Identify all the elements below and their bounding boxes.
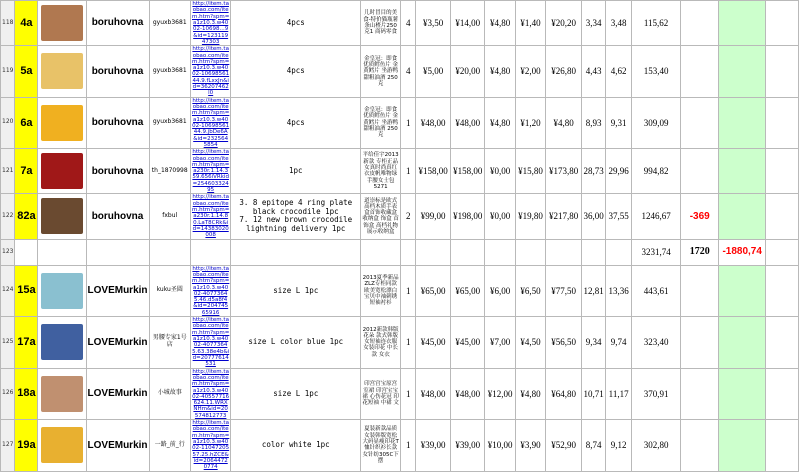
- subtotal[interactable]: ¥14,00: [450, 1, 485, 46]
- line-total[interactable]: ¥64,80: [546, 368, 582, 420]
- shipping[interactable]: ¥4,80: [485, 1, 515, 46]
- product-photo-cell: [38, 149, 86, 194]
- shipping[interactable]: ¥10,00: [485, 420, 515, 472]
- balance-cell[interactable]: [681, 420, 719, 472]
- green-cell[interactable]: [719, 46, 766, 98]
- product-photo: [41, 105, 83, 141]
- unit-price[interactable]: ¥65,00: [416, 265, 451, 317]
- row-number: 126: [1, 368, 15, 420]
- product-photo: [41, 53, 83, 89]
- fee[interactable]: ¥4,50: [515, 317, 545, 369]
- value-b[interactable]: 9,12: [606, 420, 632, 472]
- unit-price[interactable]: ¥39,00: [416, 420, 451, 472]
- product-photo: [41, 5, 83, 41]
- value-a[interactable]: 9,34: [582, 317, 606, 369]
- total-rub[interactable]: 115,62: [631, 1, 680, 46]
- unit-price[interactable]: ¥158,00: [416, 149, 451, 194]
- table-row: [1, 1, 799, 46]
- product-link[interactable]: http://item.taobao.com/item.htm?spm=a1z10.3.w4002-40557716624.11.WRXNHm&id=20574812773: [191, 368, 230, 419]
- product-photo: [41, 376, 83, 412]
- unit-price[interactable]: ¥48,00: [416, 97, 451, 149]
- value-a[interactable]: 10,71: [582, 368, 606, 420]
- quantity[interactable]: 4: [401, 1, 416, 46]
- value-b[interactable]: 13,36: [606, 265, 632, 317]
- green-cell[interactable]: [719, 420, 766, 472]
- row-number: 123: [1, 239, 15, 265]
- product-photo-cell: [38, 97, 86, 149]
- subtotal[interactable]: ¥65,00: [450, 265, 485, 317]
- value-a[interactable]: 8,93: [582, 97, 606, 149]
- item-code[interactable]: 4a: [15, 1, 38, 46]
- item-description[interactable]: 4pcs: [231, 97, 361, 149]
- shop-name[interactable]: 小城故事: [149, 368, 190, 420]
- subtotal[interactable]: ¥45,00: [450, 317, 485, 369]
- seller-name[interactable]: boruhovna: [86, 46, 149, 98]
- subtotal[interactable]: ¥20,00: [450, 46, 485, 98]
- value-b[interactable]: 29,96: [606, 149, 632, 194]
- shipping[interactable]: ¥4,80: [485, 97, 515, 149]
- subtotal[interactable]: ¥198,00: [450, 194, 485, 239]
- balance-cell[interactable]: [681, 368, 719, 420]
- line-total[interactable]: ¥173,80: [546, 149, 582, 194]
- fee[interactable]: ¥2,00: [515, 46, 545, 98]
- line-total[interactable]: ¥77,50: [546, 265, 582, 317]
- subtotal[interactable]: ¥39,00: [450, 420, 485, 472]
- summary-row: [1, 239, 799, 265]
- row-number: 124: [1, 265, 15, 317]
- value-b[interactable]: 9,74: [606, 317, 632, 369]
- total-rub[interactable]: 1246,67: [631, 194, 680, 239]
- balance-cell[interactable]: -369: [681, 194, 719, 239]
- item-code[interactable]: 17a: [15, 317, 38, 369]
- seller-name[interactable]: LOVEMurkin: [86, 368, 149, 420]
- shipping[interactable]: ¥7,00: [485, 317, 515, 369]
- quantity[interactable]: 1: [401, 265, 416, 317]
- seller-name[interactable]: LOVEMurkin: [86, 420, 149, 472]
- quantity[interactable]: 1: [401, 97, 416, 149]
- row-number: 120: [1, 97, 15, 149]
- shop-name[interactable]: 一路_前_行: [149, 420, 190, 472]
- empty-cell[interactable]: [766, 265, 799, 317]
- row-number: 119: [1, 46, 15, 98]
- table-row: [1, 265, 799, 317]
- item-title-chinese[interactable]: 平给佳宇2013新款 专柜正品女真时尚真红衣皮帆唯物绿手腰女士包5271: [361, 149, 401, 194]
- product-photo-cell: [38, 1, 86, 46]
- item-description[interactable]: size L color blue 1pc: [231, 317, 361, 369]
- product-photo-cell: [38, 46, 86, 98]
- shop-name[interactable]: 男腰专家1号店: [149, 317, 190, 369]
- line-total[interactable]: ¥52,90: [546, 420, 582, 472]
- shop-name[interactable]: gyuxb3681: [149, 97, 190, 149]
- total-rub[interactable]: 370,91: [631, 368, 680, 420]
- empty-cell[interactable]: [766, 239, 799, 265]
- seller-name[interactable]: boruhovna: [86, 149, 149, 194]
- subtotal[interactable]: ¥48,00: [450, 97, 485, 149]
- product-link[interactable]: http://item.taobao.com/item.htm?spm=a1z10.3.w4002-1104720557.25.hZCE&id=20644720774: [191, 420, 230, 471]
- balance-cell[interactable]: [681, 97, 719, 149]
- table-row: [1, 97, 799, 149]
- item-title-chinese[interactable]: 金皇冠：即食优质鳕鱼片 金黄鳕片 坐游鸭 甜粗油酒 250克: [361, 97, 401, 149]
- empty-cell[interactable]: [766, 420, 799, 472]
- unit-price[interactable]: ¥99,00: [416, 194, 451, 239]
- shipping[interactable]: ¥12,00: [485, 368, 515, 420]
- difference[interactable]: -1880,74: [719, 239, 766, 265]
- subtotal[interactable]: ¥158,00: [450, 149, 485, 194]
- line-total[interactable]: ¥20,20: [546, 1, 582, 46]
- table-row: [1, 420, 799, 472]
- total-rub[interactable]: 323,40: [631, 317, 680, 369]
- green-cell[interactable]: [719, 97, 766, 149]
- quantity[interactable]: 2: [401, 194, 416, 239]
- balance-cell[interactable]: [681, 1, 719, 46]
- row-number: 121: [1, 149, 15, 194]
- table-row: [1, 149, 799, 194]
- quantity[interactable]: 1: [401, 149, 416, 194]
- value-a[interactable]: 4,43: [582, 46, 606, 98]
- item-title-chinese[interactable]: 儿时冒目的美食-特价猫瓶薯条山楂片250克1 商码零食: [361, 1, 401, 46]
- item-description[interactable]: 1pc: [231, 149, 361, 194]
- item-description[interactable]: 4pcs: [231, 1, 361, 46]
- product-link[interactable]: http://item.taobao.com/item.htm?spm=a1z10.3.w4002-1069856144.9.jbDe6A&id=2325645854: [191, 97, 230, 148]
- balance-cell[interactable]: [681, 317, 719, 369]
- empty-cell[interactable]: [766, 1, 799, 46]
- value-b[interactable]: 3,48: [606, 1, 632, 46]
- item-title-chinese[interactable]: 夏装新款品质女装韩版宽松大码显瘦印花T恤针织衫长款女针纺305C下摆: [361, 420, 401, 472]
- product-photo-cell: [38, 368, 86, 420]
- value-a[interactable]: 28,73: [582, 149, 606, 194]
- product-photo-cell: [38, 420, 86, 472]
- shop-name[interactable]: th_1870998: [149, 149, 190, 194]
- product-link[interactable]: http://item.taobao.com/item.htm?spm=a230r.1.14.80.LaT8CRk&id=14383020008: [191, 194, 230, 239]
- product-photo: [41, 153, 83, 189]
- item-description[interactable]: color white 1pc: [231, 420, 361, 472]
- product-link[interactable]: http://item.taobao.com/item.htm?spm=a230r.1.14.359.656iVRkid=25460332495: [191, 149, 230, 194]
- empty-cell[interactable]: [766, 149, 799, 194]
- value-a[interactable]: 3,34: [582, 1, 606, 46]
- fee[interactable]: ¥1,20: [515, 97, 545, 149]
- product-photo: [41, 427, 83, 463]
- seller-name[interactable]: boruhovna: [86, 194, 149, 239]
- shop-name[interactable]: fxbul: [149, 194, 190, 239]
- shop-name[interactable]: gyuxb3681: [149, 1, 190, 46]
- product-link[interactable]: http://item.taobao.com/item.htm?spm=a1z10.3.w4002-1069856144.9.fLxxJn&id=36207462l0: [191, 46, 230, 97]
- green-cell[interactable]: [719, 149, 766, 194]
- quantity[interactable]: 1: [401, 317, 416, 369]
- fee[interactable]: ¥6,50: [515, 265, 545, 317]
- item-description[interactable]: size L 1pc: [231, 368, 361, 420]
- value-a[interactable]: 8,74: [582, 420, 606, 472]
- product-link[interactable]: http://item.taobao.com/item.htm?spm=a1z10.3.w4002-10698...9&id=12311947303: [191, 1, 230, 45]
- shipping[interactable]: ¥6,00: [485, 265, 515, 317]
- fee[interactable]: ¥4,80: [515, 368, 545, 420]
- item-description[interactable]: 4pcs: [231, 46, 361, 98]
- item-code[interactable]: 5a: [15, 46, 38, 98]
- grand-total[interactable]: 3231,74: [631, 239, 680, 265]
- product-photo: [41, 324, 83, 360]
- quantity[interactable]: 4: [401, 46, 416, 98]
- row-number: 122: [1, 194, 15, 239]
- item-description[interactable]: 3. 8 epitope 4 ring plate black crocodile 1pc 7. 12 new brown crocodile lightning delivery 1pc: [231, 194, 361, 239]
- total-rub[interactable]: 994,82: [631, 149, 680, 194]
- table-row: [1, 46, 799, 98]
- value-a[interactable]: 12,81: [582, 265, 606, 317]
- value-a[interactable]: 36,00: [582, 194, 606, 239]
- total-rub[interactable]: 443,61: [631, 265, 680, 317]
- shop-name[interactable]: gyuxb3681: [149, 46, 190, 98]
- quantity[interactable]: 1: [401, 368, 416, 420]
- item-title-chinese[interactable]: 2012新款韩版花朵 款式韩版女短袖连衣服 女装印花 中长款 女衣: [361, 317, 401, 369]
- green-cell[interactable]: [719, 265, 766, 317]
- total-rub[interactable]: 302,80: [631, 420, 680, 472]
- green-cell[interactable]: [719, 368, 766, 420]
- paid-amount[interactable]: 1720: [681, 239, 719, 265]
- product-photo-cell: [38, 194, 86, 239]
- balance-cell[interactable]: [681, 149, 719, 194]
- line-total[interactable]: ¥26,80: [546, 46, 582, 98]
- fee[interactable]: ¥19,80: [515, 194, 545, 239]
- seller-name[interactable]: LOVEMurkin: [86, 317, 149, 369]
- subtotal[interactable]: ¥48,00: [450, 368, 485, 420]
- item-code[interactable]: 19a: [15, 420, 38, 472]
- item-code[interactable]: 6a: [15, 97, 38, 149]
- line-total[interactable]: ¥217,80: [546, 194, 582, 239]
- item-title-chinese[interactable]: 金皇冠：即食优质鳕鱼片 金黄鳕片 坐游鸭 甜粗油酒 250克: [361, 46, 401, 98]
- product-photo: [41, 198, 83, 234]
- seller-name[interactable]: boruhovna: [86, 97, 149, 149]
- quantity[interactable]: 1: [401, 420, 416, 472]
- item-title-chinese[interactable]: 道崇标是欧式高档木质手表盒首饰收藏盒收纳盒 饰盒 首饰盒 高档礼物 展示收纳盒: [361, 194, 401, 239]
- line-total[interactable]: ¥4,80: [546, 97, 582, 149]
- table-row: [1, 194, 799, 239]
- unit-price[interactable]: ¥5,00: [416, 46, 451, 98]
- value-b[interactable]: 4,62: [606, 46, 632, 98]
- row-number: 125: [1, 317, 15, 369]
- value-b[interactable]: 11,17: [606, 368, 632, 420]
- shipping[interactable]: ¥0,00: [485, 149, 515, 194]
- shop-name[interactable]: kuku圣圆: [149, 265, 190, 317]
- green-cell[interactable]: [719, 194, 766, 239]
- empty-cell[interactable]: [766, 194, 799, 239]
- fee[interactable]: ¥1,40: [515, 1, 545, 46]
- fee[interactable]: ¥15,80: [515, 149, 545, 194]
- item-code[interactable]: 15a: [15, 265, 38, 317]
- empty-cell[interactable]: [766, 46, 799, 98]
- total-rub[interactable]: 153,40: [631, 46, 680, 98]
- line-total[interactable]: ¥56,50: [546, 317, 582, 369]
- balance-cell[interactable]: [681, 265, 719, 317]
- product-photo-cell: [38, 317, 86, 369]
- item-description[interactable]: size L 1pc: [231, 265, 361, 317]
- item-title-chinese[interactable]: 2013夏季新品ZLZ专柜同款欧美宽松漂白宝贝中袖刺绣短袖衬衫: [361, 265, 401, 317]
- row-number: 118: [1, 1, 15, 46]
- unit-price[interactable]: ¥48,00: [416, 368, 451, 420]
- value-b[interactable]: 37,55: [606, 194, 632, 239]
- seller-name[interactable]: boruhovna: [86, 1, 149, 46]
- shipping[interactable]: ¥0,00: [485, 194, 515, 239]
- product-photo-cell: [38, 265, 86, 317]
- product-link[interactable]: http://item.taobao.com/item.htm?spm=a1z10.3.w4002-40773645.63.38e4b&id=20777614531: [191, 317, 230, 368]
- total-rub[interactable]: 309,09: [631, 97, 680, 149]
- empty-cell[interactable]: [766, 97, 799, 149]
- unit-price[interactable]: ¥3,50: [416, 1, 451, 46]
- item-code[interactable]: 18a: [15, 368, 38, 420]
- value-b[interactable]: 9,31: [606, 97, 632, 149]
- unit-price[interactable]: ¥45,00: [416, 317, 451, 369]
- balance-cell[interactable]: [681, 46, 719, 98]
- green-cell[interactable]: [719, 1, 766, 46]
- item-code[interactable]: 82a: [15, 194, 38, 239]
- row-number: 127: [1, 420, 15, 472]
- green-cell[interactable]: [719, 317, 766, 369]
- seller-name[interactable]: LOVEMurkin: [86, 265, 149, 317]
- product-photo: [41, 273, 83, 309]
- fee[interactable]: ¥3,90: [515, 420, 545, 472]
- empty-cell[interactable]: [766, 317, 799, 369]
- product-link[interactable]: http://item.taobao.com/item.htm?spm=a1z10.3.w4002-40773645.46.d5a8f4&id=20474565916: [191, 265, 230, 316]
- table-row: [1, 317, 799, 369]
- shipping[interactable]: ¥4,80: [485, 46, 515, 98]
- item-title-chinese[interactable]: 印宫宫宝原宫室裙 印宫宝宝裙 心伤花冠 印花短袖 中裙 文: [361, 368, 401, 420]
- item-code[interactable]: 7a: [15, 149, 38, 194]
- table-row: [1, 368, 799, 420]
- empty-cell[interactable]: [766, 368, 799, 420]
